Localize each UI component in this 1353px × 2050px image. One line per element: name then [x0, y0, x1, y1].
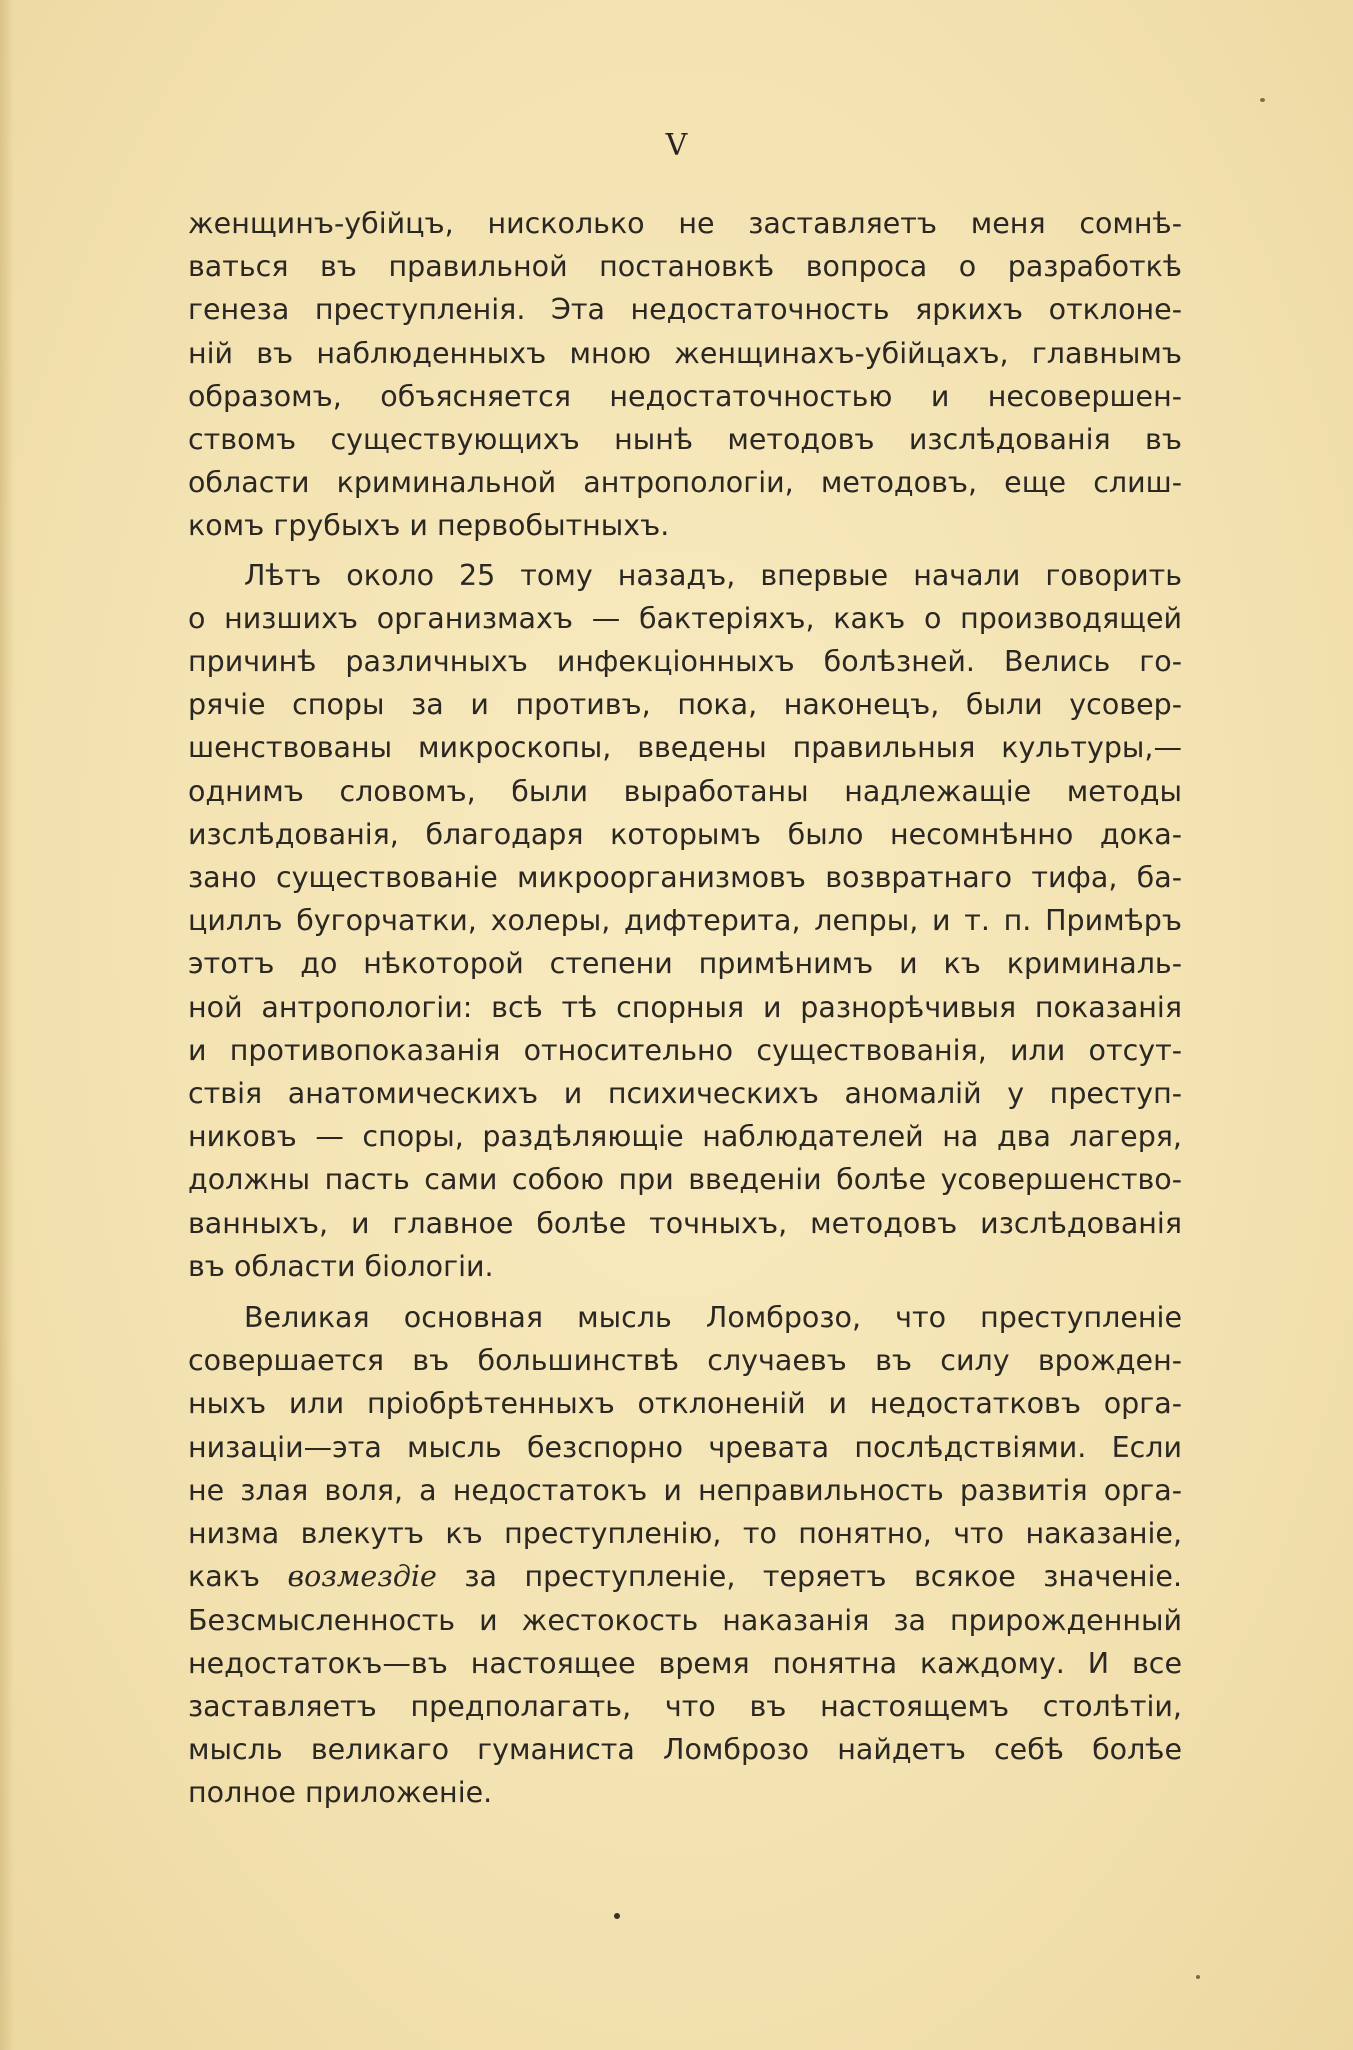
- text-line: ваться въ правильной постановкѣ вопроса о разработкѣ: [188, 250, 1182, 284]
- paper-speck: [1260, 98, 1265, 102]
- text-line: образомъ, объясняется недостаточностью и несовершен-: [188, 379, 1182, 413]
- text-line: полное приложеніе.: [188, 1776, 493, 1810]
- text-line: ствомъ существующихъ нынѣ методовъ изслѣдованія въ: [188, 423, 1182, 457]
- text-line: и противопоказанія относительно существованія, или отсут-: [188, 1033, 1182, 1067]
- text-line: совершается въ большинствѣ случаевъ въ силу врожден-: [188, 1344, 1182, 1378]
- paragraph: [188, 202, 1182, 548]
- text-line: ванныхъ, и главное болѣе точныхъ, методовъ изслѣдованія: [188, 1206, 1182, 1240]
- text-line: причинѣ различныхъ инфекціонныхъ болѣзней. Велись го-: [188, 645, 1182, 679]
- text-line: ныхъ или пріобрѣтенныхъ отклоненій и недостатковъ орга-: [188, 1387, 1182, 1421]
- text-line: ствія анатомическихъ и психическихъ аномалій у преступ-: [188, 1077, 1182, 1111]
- text-line: ной антропологіи: всѣ тѣ спорныя и разнорѣчивыя показанія: [188, 990, 1182, 1024]
- text-line: шенствованы микроскопы, введены правильныя культуры,—: [188, 731, 1182, 765]
- text-line: области криминальной антропологіи, методовъ, еще слиш-: [188, 466, 1182, 500]
- text-line: однимъ словомъ, были выработаны надлежащіе методы: [188, 774, 1182, 808]
- text-line: изслѣдованія, благодаря которымъ было несомнѣнно дока-: [188, 817, 1182, 851]
- text-line: зано существованіе микроорганизмовъ возвратнаго тифа, ба-: [188, 861, 1182, 895]
- text-line: не злая воля, а недостатокъ и неправильность развитія орга-: [188, 1473, 1182, 1507]
- text-line: этотъ до нѣкоторой степени примѣнимъ и къ криминаль-: [188, 947, 1182, 981]
- text-line: ній въ наблюденныхъ мною женщинахъ-убійцахъ, главнымъ: [188, 336, 1182, 370]
- text-line: мысль великаго гуманиста Ломброзо найдетъ себѣ болѣе: [188, 1733, 1182, 1767]
- text-segment: какъ: [188, 1560, 288, 1594]
- text-line: заставляетъ предполагать, что въ настоящемъ столѣтіи,: [188, 1689, 1182, 1723]
- text-line: Безсмысленность и жестокость наказанія за прирожденный: [188, 1603, 1182, 1637]
- text-line: низма влекутъ къ преступленію, то понятно, что наказаніе,: [188, 1517, 1182, 1551]
- text-line: [188, 1555, 1182, 1598]
- text-line: женщинъ-убійцъ, нисколько не заставляетъ меня сомнѣ-: [188, 207, 1182, 240]
- text-line: низаціи—эта мысль безспорно чревата послѣдствіями. Если: [188, 1430, 1182, 1464]
- text-line: въ области біологіи.: [188, 1249, 494, 1283]
- text-line: Лѣтъ около 25 тому назадъ, впервые начали говорить: [244, 558, 1182, 592]
- italic-term: возмездіе: [287, 1560, 437, 1594]
- text-line: Великая основная мысль Ломброзо, что преступленіе: [244, 1301, 1182, 1335]
- page-number: V: [665, 128, 688, 163]
- paper-speck: [614, 1913, 620, 1919]
- text-line: циллъ бугорчатки, холеры, дифтерита, лепры, и т. п. Примѣръ: [188, 904, 1182, 938]
- text-segment: за преступленіе, теряетъ всякое значеніе.: [436, 1560, 1182, 1594]
- body-text: [188, 202, 1182, 1815]
- paragraph: [188, 1296, 1182, 1814]
- text-line: должны пасть сами собою при введеніи болѣе усовершенство-: [188, 1163, 1182, 1197]
- paper-speck: [1196, 1975, 1200, 1979]
- text-line: недостатокъ—въ настоящее время понятна каждому. И все: [188, 1646, 1182, 1680]
- text-line: генеза преступленія. Эта недостаточность яркихъ отклоне-: [188, 293, 1182, 327]
- text-line: рячіе споры за и противъ, пока, наконецъ, были усовер-: [188, 688, 1182, 722]
- text-line: о низшихъ организмахъ — бактеріяхъ, какъ о производящей: [188, 601, 1182, 635]
- text-line: никовъ — споры, раздѣляющіе наблюдателей на два лагеря,: [188, 1120, 1182, 1154]
- paragraph: [188, 554, 1182, 1288]
- text-line: комъ грубыхъ и первобытныхъ.: [188, 509, 670, 543]
- page-edge-shadow: [0, 0, 14, 2050]
